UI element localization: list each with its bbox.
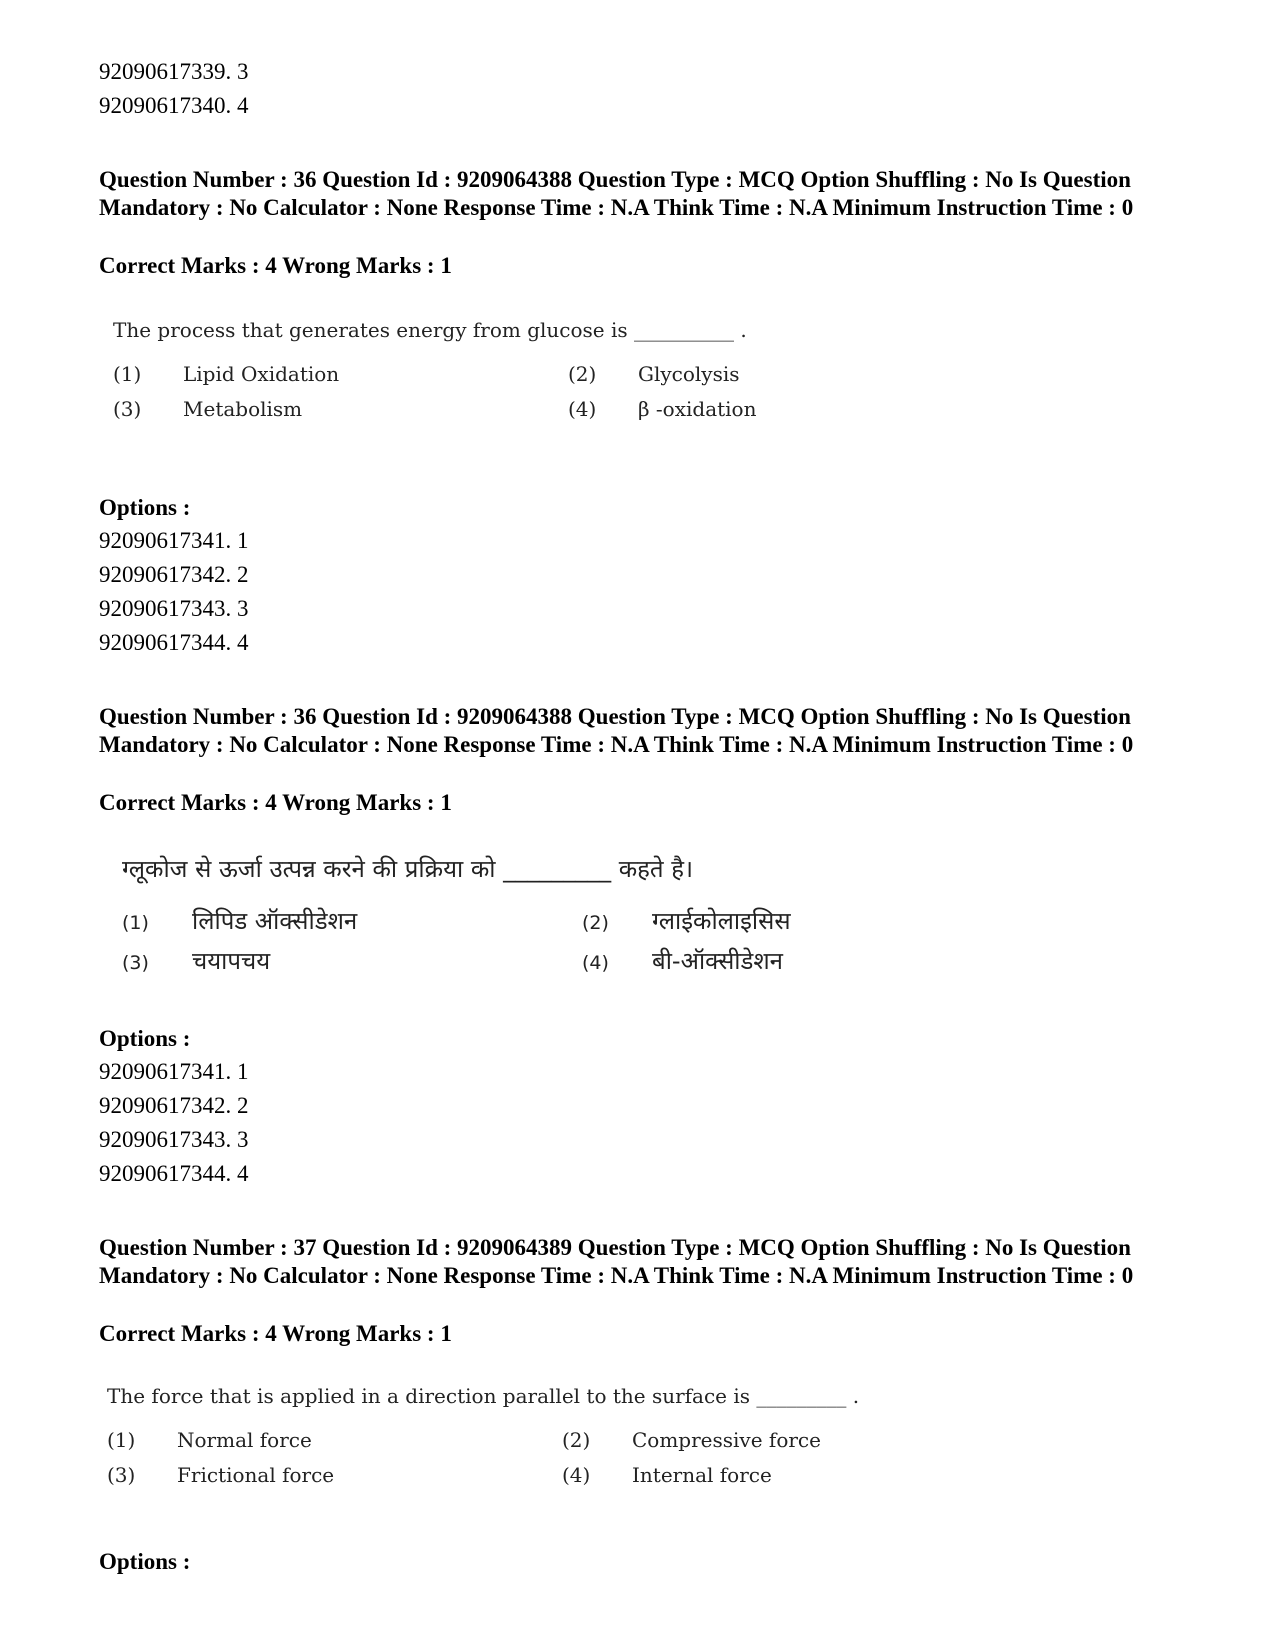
choice-number: (3): [113, 397, 142, 421]
choice-4: [582, 944, 783, 977]
question-stem: The force that is applied in a direction parallel to the surface is _________ .: [107, 1384, 860, 1408]
option-line: 92090617344. 4: [99, 1161, 249, 1186]
choice-number: (4): [568, 397, 597, 421]
choice-number: (1): [113, 362, 142, 386]
choice-4: [562, 1463, 772, 1487]
question-image: [107, 1384, 867, 1494]
choice-text: Normal force: [177, 1428, 312, 1452]
choice-number: (1): [122, 912, 149, 934]
choice-text: बी-ऑक्सीडेशन: [652, 947, 783, 975]
question-image: [113, 318, 757, 428]
choice-number: (2): [562, 1428, 591, 1452]
choice-text: Compressive force: [632, 1428, 821, 1452]
choice-text: Metabolism: [183, 397, 303, 421]
choice-number: (1): [107, 1428, 136, 1452]
choice-text: Internal force: [632, 1463, 772, 1487]
choice-2: [582, 904, 791, 937]
choice-number: (4): [562, 1463, 591, 1487]
choice-1: [107, 1428, 312, 1452]
choice-2: [568, 362, 740, 386]
question-image: [122, 852, 802, 982]
choice-text: Glycolysis: [638, 362, 740, 386]
options-label: Options :: [99, 1026, 191, 1051]
choice-4: [568, 397, 756, 421]
choice-number: (4): [582, 952, 609, 974]
option-line: 92090617341. 1: [99, 528, 249, 553]
option-line: 92090617343. 3: [99, 1127, 249, 1152]
question-header: Question Number : 37 Question Id : 9209064389 Question Type : MCQ Option Shuffling : No Is Question Mandatory : No Calculator : None Response Time : N.A Think Time : N.A Minimum Instruction Time : 0: [99, 1235, 1134, 1288]
choice-number: (3): [107, 1463, 136, 1487]
question-stem: ग्लूकोज से ऊर्जा उत्पन्न करने की प्रक्रिया को _________ कहते है।: [122, 855, 694, 883]
choice-3: [107, 1463, 334, 1487]
option-line: 92090617343. 3: [99, 596, 249, 621]
question-header: Question Number : 36 Question Id : 9209064388 Question Type : MCQ Option Shuffling : No Is Question Mandatory : No Calculator : None Response Time : N.A Think Time : N.A Minimum Instruction Time : 0: [99, 167, 1134, 220]
choice-text: ग्लाईकोलाइसिस: [652, 907, 791, 935]
choice-1: [122, 904, 357, 937]
option-line: 92090617340. 4: [99, 93, 249, 118]
question-header: Question Number : 36 Question Id : 9209064388 Question Type : MCQ Option Shuffling : No Is Question Mandatory : No Calculator : None Response Time : N.A Think Time : N.A Minimum Instruction Time : 0: [99, 704, 1134, 757]
choice-2: [562, 1428, 821, 1452]
choice-number: (2): [568, 362, 597, 386]
choice-number: (2): [582, 912, 609, 934]
choice-3: [122, 944, 270, 977]
option-line: 92090617344. 4: [99, 630, 249, 655]
choice-text: Frictional force: [177, 1463, 335, 1487]
marks-line: Correct Marks : 4 Wrong Marks : 1: [99, 1321, 452, 1346]
choice-text: Lipid Oxidation: [183, 362, 340, 386]
marks-line: Correct Marks : 4 Wrong Marks : 1: [99, 790, 452, 815]
option-line: 92090617341. 1: [99, 1059, 249, 1084]
choice-text: चयापचय: [192, 947, 271, 975]
choice-text: लिपिड ऑक्सीडेशन: [192, 907, 358, 935]
question-stem: The process that generates energy from glucose is __________ .: [113, 318, 747, 342]
choice-number: (3): [122, 952, 149, 974]
options-label: Options :: [99, 495, 191, 520]
marks-line: Correct Marks : 4 Wrong Marks : 1: [99, 253, 452, 278]
choice-3: [113, 397, 302, 421]
choice-text: β -oxidation: [638, 397, 757, 421]
option-line: 92090617342. 2: [99, 562, 249, 587]
choice-1: [113, 362, 339, 386]
option-line: 92090617339. 3: [99, 59, 249, 84]
option-line: 92090617342. 2: [99, 1093, 249, 1118]
options-label: Options :: [99, 1549, 191, 1574]
